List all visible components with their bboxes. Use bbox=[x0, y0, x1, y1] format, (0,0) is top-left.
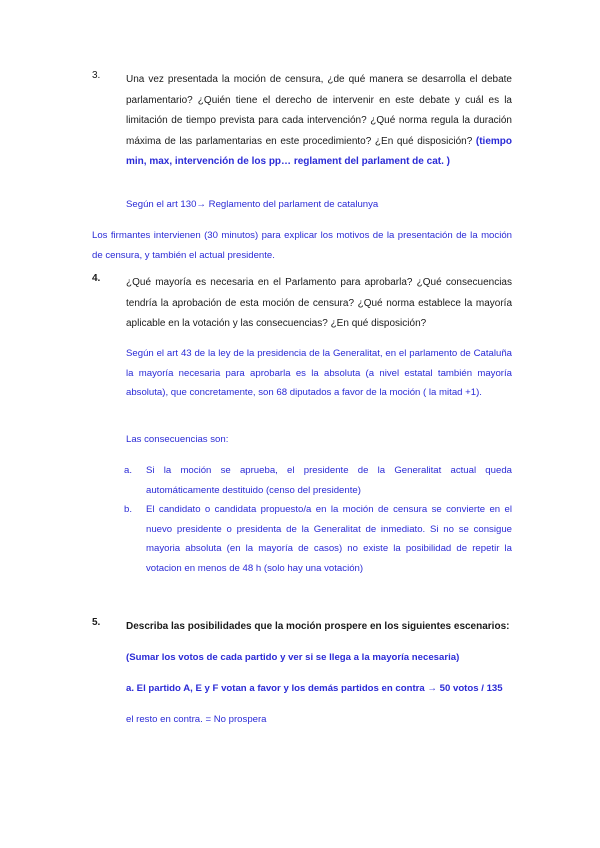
question-5-text: Describa las posibilidades que la moción prospere en los siguientes escenarios: bbox=[126, 621, 510, 632]
question-5-instruction: (Sumar los votos de cada partido y ver si se llega a la mayoría necesaria) bbox=[126, 652, 460, 663]
consequence-text: El candidato o candidata propuesto/a en la moción de censura se convierte en el nuevo presidente o presidenta de la Generalitat de inmediato. Si no se consigue mayoria absoluta (en la mayoría de casos) no existe la posibilidad de repetir la votacion en menos de 48 h (solo hay una votación) bbox=[146, 504, 512, 574]
question-4-text: ¿Qué mayoría es necesaria en el Parlamento para aprobarla? ¿Qué consecuencias tendría la aprobación de esta moción de censura? ¿Qué norma establece la mayoría aplicable en la votación y las consecuencias? ¿En qué disposición? bbox=[126, 277, 512, 329]
question-4 bbox=[92, 273, 512, 335]
question-5 bbox=[92, 617, 512, 638]
list-marker: a. bbox=[124, 465, 133, 476]
consequence-item bbox=[124, 500, 512, 578]
question-3-text: Una vez presentada la moción de censura, ¿de qué manera se desarrolla el debate parlamentario? ¿Quién tiene el derecho de intervenir en este debate y cuál es la limitación de tiempo prevista para cada intervención? ¿Qué norma regula la duración máxima de las parlamentarias en este procedimiento? ¿En qué disposición? bbox=[126, 74, 512, 147]
question-number: 3. bbox=[92, 70, 101, 81]
list-marker: b. bbox=[124, 504, 133, 515]
consequences-label: Las consecuencias son: bbox=[126, 434, 229, 445]
answer-4-intro: Según el art 43 de la ley de la presidencia de la Generalitat, en el parlamento de Cataluña la mayoría necesaria para aprobarla es la absoluta (a nivel estatal también mayoría absoluta), que concretamente, son 68 diputados a favor de la moción ( la mitad +1). bbox=[126, 348, 512, 398]
scenario-a: a. El partido A, E y F votan a favor y los demás partidos en contra → 50 votos / 135 bbox=[126, 683, 503, 694]
consequence-item bbox=[124, 461, 512, 500]
consequence-text: Si la moción se aprueba, el presidente de la Generalitat actual queda automáticamente destituido (censo del presidente) bbox=[146, 465, 512, 496]
question-3-hint: (tiempo min, max, intervención de los pp… reglament del parlament de cat. ) bbox=[126, 135, 512, 167]
scenario-a-result: el resto en contra. = No prospera bbox=[126, 714, 267, 725]
question-3 bbox=[92, 70, 512, 173]
answer-3-body: Los firmantes intervienen (30 minutos) para explicar los motivos de la presentación de la moción de censura, y también el actual presidente. bbox=[92, 230, 512, 261]
question-text bbox=[126, 70, 512, 173]
question-number: 4. bbox=[92, 273, 101, 284]
answer-3-reference: Según el art 130→ Reglamento del parlament de catalunya bbox=[126, 199, 379, 210]
question-number: 5. bbox=[92, 617, 101, 628]
